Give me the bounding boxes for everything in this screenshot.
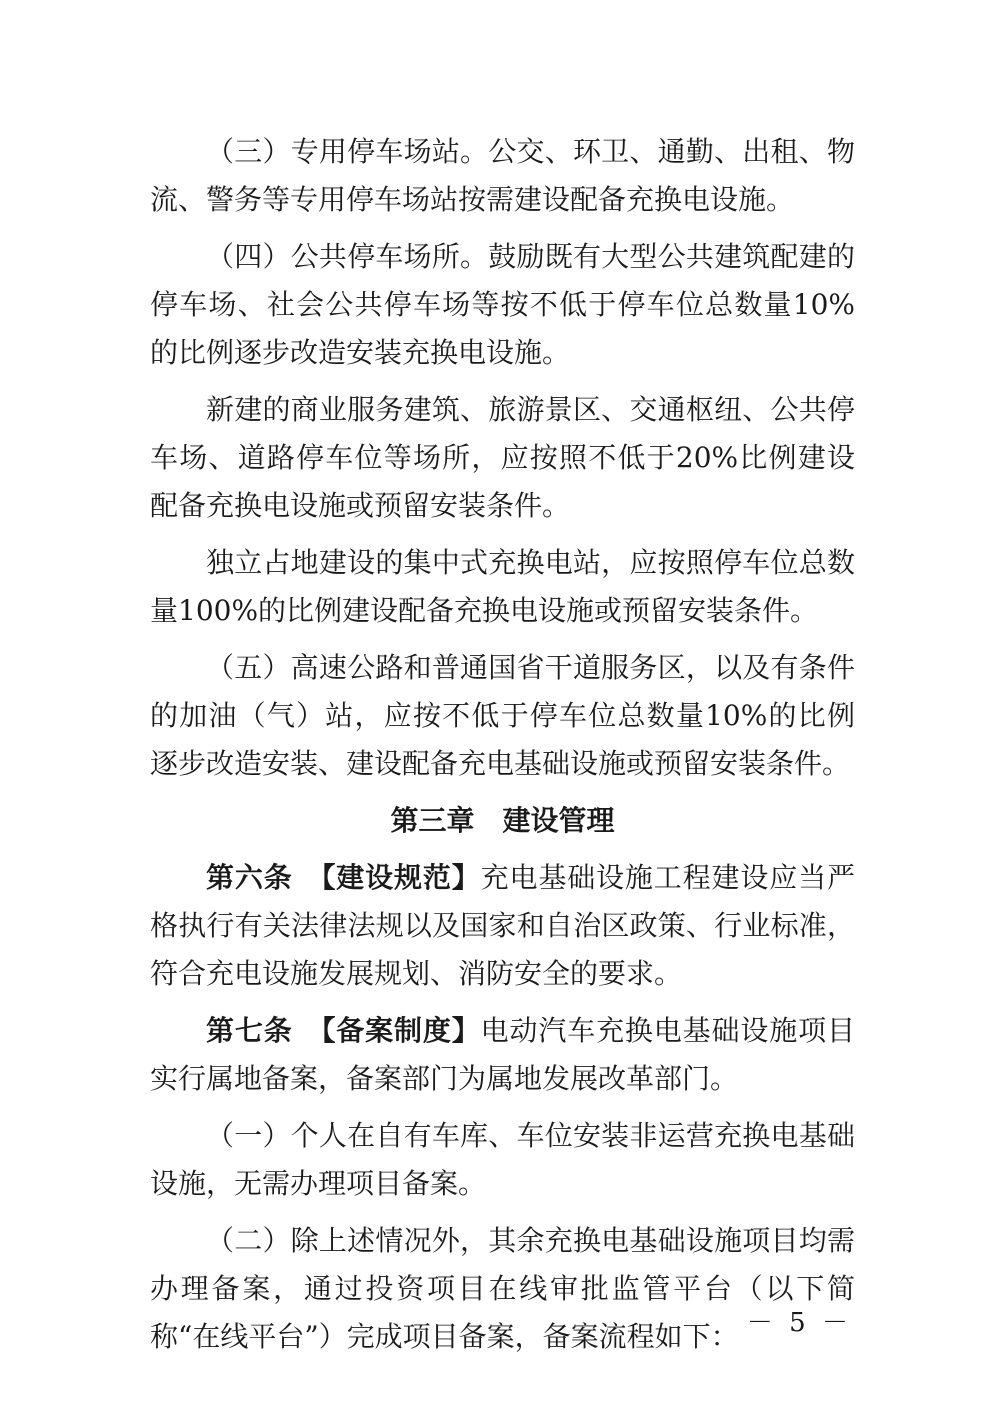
paragraph-dedicated-parking: （三）专用停车场站。公交、环卫、通勤、出租、物流、警务等专用停车场站按需建设配备充换电设施。 (150, 135, 855, 216)
paragraph-public-parking: （四）公共停车场所。鼓励既有大型公共建筑配建的停车场、社会公共停车场等按不低于停车位总数量10%的比例逐步改造安装充换电设施。 (150, 240, 855, 369)
item-personal-installation: （一）个人在自有车库、车位安装非运营充换电基础设施，无需办理项目备案。 (150, 1119, 855, 1200)
paragraph-highway-service-areas: （五）高速公路和普通国省干道服务区，以及有条件的加油（气）站，应按不低于停车位总数量10%的比例逐步改造安装、建设配备充电基础设施或预留安装条件。 (150, 651, 855, 780)
article-7-label: 第七条 【备案制度】 (206, 1014, 481, 1047)
article-6-text: 充电基础设施工程建设应当严格执行有关法律法规以及国家和自治区政策、行业标准，符合充电设施发展规划、消防安全的要求。 (150, 861, 855, 990)
article-6 (150, 854, 855, 998)
item-other-projects: （二）除上述情况外，其余充换电基础设施项目均需办理备案，通过投资项目在线审批监管平台（以下简称“在线平台”）完成项目备案，备案流程如下： (150, 1224, 855, 1353)
article-7-text: 电动汽车充换电基础设施项目实行属地备案，备案部门为属地发展改革部门。 (150, 1014, 855, 1095)
chapter-heading (150, 797, 855, 845)
article-6-label: 第六条 【建设规范】 (206, 861, 481, 894)
document-body (150, 128, 855, 1370)
chapter-title: 建设管理 (502, 804, 615, 837)
page-number: － 5 － (746, 1308, 852, 1338)
article-7 (150, 1007, 855, 1103)
paragraph-new-buildings: 新建的商业服务建筑、旅游景区、交通枢纽、公共停车场、道路停车位等场所，应按照不低于20%比例建设配备充换电设施或预留安装条件。 (150, 393, 855, 522)
paragraph-centralized-stations: 独立占地建设的集中式充换电站，应按照停车位总数量100%的比例建设配备充换电设施或预留安装条件。 (150, 546, 855, 627)
chapter-number: 第三章 (390, 804, 475, 837)
